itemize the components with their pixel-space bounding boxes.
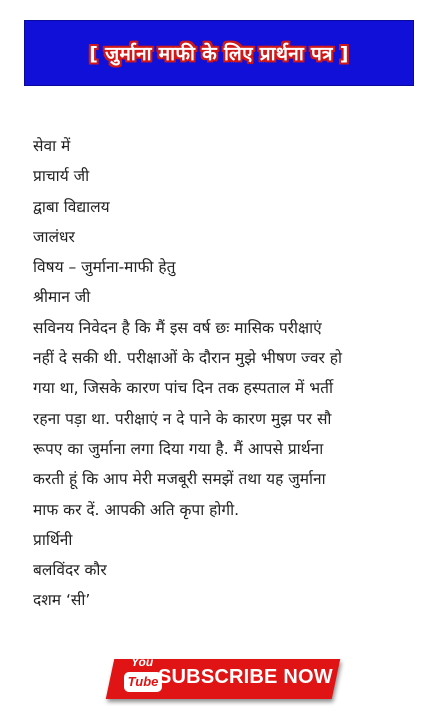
sender-name: बलविंदर कौर — [33, 561, 107, 580]
recipient-school: द्वाबा विद्यालय — [33, 197, 110, 216]
subscribe-button[interactable] — [96, 651, 336, 707]
recipient-city: जालंधर — [33, 227, 75, 246]
sender-class: दशम ‘सी’ — [33, 591, 91, 610]
body-line: रहना पड़ा था. परीक्षाएं न दे पाने के कारण मुझ पर सौ — [33, 409, 332, 428]
youtube-logo-tube: Tube — [124, 672, 162, 692]
greeting-line: श्रीमान जी — [33, 288, 91, 307]
subscribe-label: SUBSCRIBE NOW — [158, 666, 333, 688]
closing-line: प्रार्थिनी — [33, 530, 73, 549]
salutation-line: सेवा में — [33, 137, 71, 155]
body-line: माफ कर दें. आपकी अति कृपा होगी. — [33, 500, 240, 519]
body-line: गया था, जिसके कारण पांच दिन तक हस्पताल में भर्ती — [33, 379, 333, 398]
page-title: [ जुर्माना माफी के लिए प्रार्थना पत्र ] — [89, 43, 349, 65]
youtube-logo-you: You — [131, 655, 154, 669]
recipient-title: प्राचार्य जी — [33, 167, 90, 186]
title-banner — [24, 20, 414, 86]
body-line: रूपए का जुर्माना लगा दिया गया है. मैं आपसे प्रार्थना — [33, 439, 324, 458]
letter-body — [33, 131, 405, 616]
body-line: नहीं दे सकी थी. परीक्षाओं के दौरान मुझे भीषण ज्वर हो — [33, 349, 342, 368]
subject-line: विषय – जुर्माना-माफी हेतु — [33, 258, 176, 277]
body-line: सविनय निवेदन है कि मैं इस वर्ष छः मासिक परीक्षाएं — [33, 318, 322, 337]
body-line: करती हूं कि आप मेरी मजबूरी समझें तथा यह जुर्माना — [33, 470, 326, 489]
youtube-logo-icon — [122, 655, 162, 699]
